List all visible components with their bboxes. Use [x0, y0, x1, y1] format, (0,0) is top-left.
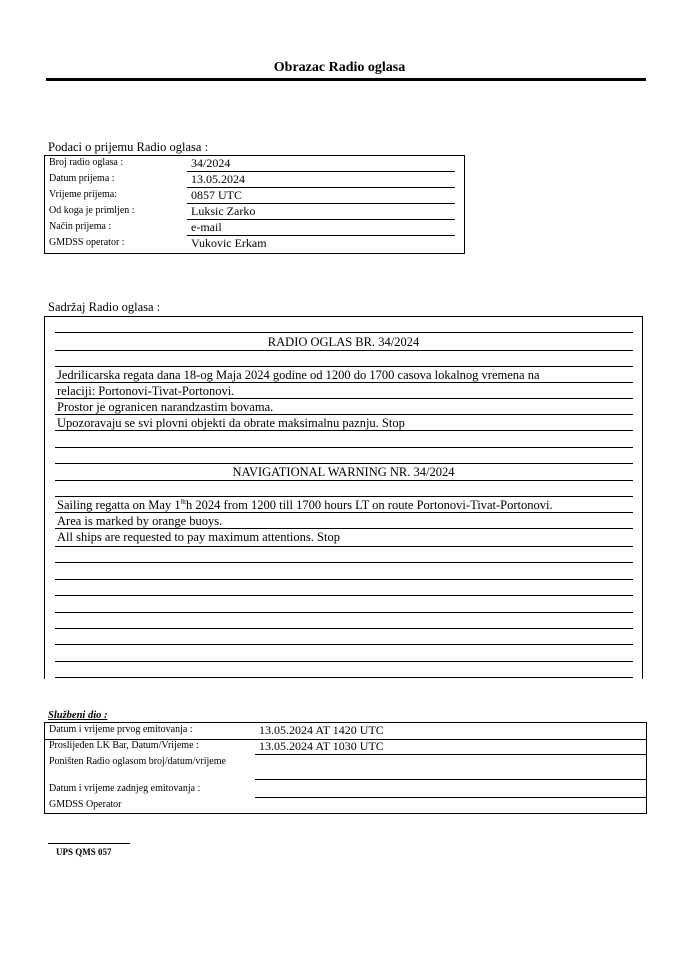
official-label: Datum i vrijeme zadnjeg emitovanja :	[49, 783, 201, 794]
ruled-line	[55, 398, 633, 399]
english-notice-title: NAVIGATIONAL WARNING NR. 34/2024	[232, 465, 455, 479]
official-table	[44, 722, 647, 814]
ruled-line	[55, 612, 633, 613]
ruled-line	[55, 463, 633, 464]
local-notice-line: relaciji: Portonovi-Tivat-Portonovi.	[57, 384, 235, 398]
ruled-line	[55, 562, 633, 563]
ruled-line	[55, 332, 633, 333]
reception-row-number	[45, 156, 464, 172]
ruled-line	[55, 512, 633, 513]
reception-row-operator	[45, 236, 464, 252]
reception-value[interactable]: 34/2024	[191, 156, 231, 170]
local-notice-line: Upozoravaju se svi plovni objekti da obrate maksimalnu paznju. Stop	[57, 416, 405, 430]
official-label: GMDSS Operator	[49, 799, 122, 810]
ruled-line	[55, 546, 633, 547]
ruled-line	[55, 496, 633, 497]
footer-rule	[48, 843, 130, 844]
reception-row-time	[45, 188, 464, 204]
ruled-line	[55, 661, 633, 662]
superscript: 8t	[180, 498, 187, 506]
reception-value[interactable]: Vukovic Erkam	[191, 236, 267, 250]
ruled-line	[55, 677, 633, 678]
reception-label: Vrijeme prijema:	[49, 189, 117, 200]
ruled-line	[55, 382, 633, 383]
ruled-line	[55, 350, 633, 351]
ruled-line	[55, 595, 633, 596]
reception-table	[44, 155, 465, 254]
official-value[interactable]: 13.05.2024 AT 1420 UTC	[259, 723, 384, 737]
local-notice-line: Jedrilicarska regata dana 18-og Maja 2024 godine od 1200 do 1700 casova lokalnog vremena na	[57, 368, 540, 382]
official-value[interactable]: 13.05.2024 AT 1030 UTC	[259, 739, 384, 753]
reception-label: Broj radio oglasa :	[49, 157, 124, 168]
reception-value[interactable]: 0857 UTC	[191, 188, 242, 202]
reception-value[interactable]: Luksic Zarko	[191, 204, 256, 218]
reception-row-sender	[45, 204, 464, 220]
official-heading: Službeni dio :	[48, 710, 108, 721]
reception-value[interactable]: 13.05.2024	[191, 172, 245, 186]
official-label: Poništen Radio oglasom broj/datum/vrijeme	[49, 756, 226, 767]
ruled-line	[55, 579, 633, 580]
local-notice-line: Prostor je ogranicen narandzastim bovama.	[57, 400, 274, 414]
reception-heading: Podaci o prijemu Radio oglasa :	[48, 140, 209, 154]
ruled-line	[55, 414, 633, 415]
row-divider	[255, 797, 646, 798]
reception-label: Datum prijema :	[49, 173, 115, 184]
official-label: Proslijeđen LK Bar, Datum/Vrijeme :	[49, 740, 199, 751]
ruled-line	[55, 447, 633, 448]
content-heading: Sadržaj Radio oglasa :	[48, 300, 161, 314]
content-box	[44, 316, 643, 679]
ruled-line	[55, 628, 633, 629]
ruled-line	[55, 644, 633, 645]
english-line-end: h 2024 from 1200 till 1700 hours LT on route Portonovi-Tivat-Portonovi.	[186, 498, 553, 513]
reception-row-date	[45, 172, 464, 188]
row-divider	[255, 779, 646, 780]
reception-label: Od koga je primljen :	[49, 205, 135, 216]
english-notice-line: Area is marked by orange buoys.	[57, 514, 223, 528]
local-notice-title: RADIO OGLAS BR. 34/2024	[267, 335, 420, 349]
reception-row-method	[45, 220, 464, 236]
reception-label: Način prijema :	[49, 221, 112, 232]
reception-label: GMDSS operator :	[49, 237, 125, 248]
reception-value[interactable]: e-mail	[191, 220, 222, 234]
title-divider	[46, 78, 646, 81]
english-line-start: Sailing regatta on May 1	[57, 498, 181, 513]
ruled-line	[55, 528, 633, 529]
row-divider	[255, 754, 646, 755]
form-title: Obrazac Radio oglasa	[273, 60, 406, 75]
form-code: UPS QMS 057	[56, 847, 112, 857]
ruled-line	[55, 430, 633, 431]
official-label: Datum i vrijeme prvog emitovanja :	[49, 724, 193, 735]
ruled-line	[55, 366, 633, 367]
english-notice-line: All ships are requested to pay maximum attentions. Stop	[57, 530, 340, 544]
ruled-line	[55, 480, 633, 481]
english-notice-line	[57, 498, 553, 513]
